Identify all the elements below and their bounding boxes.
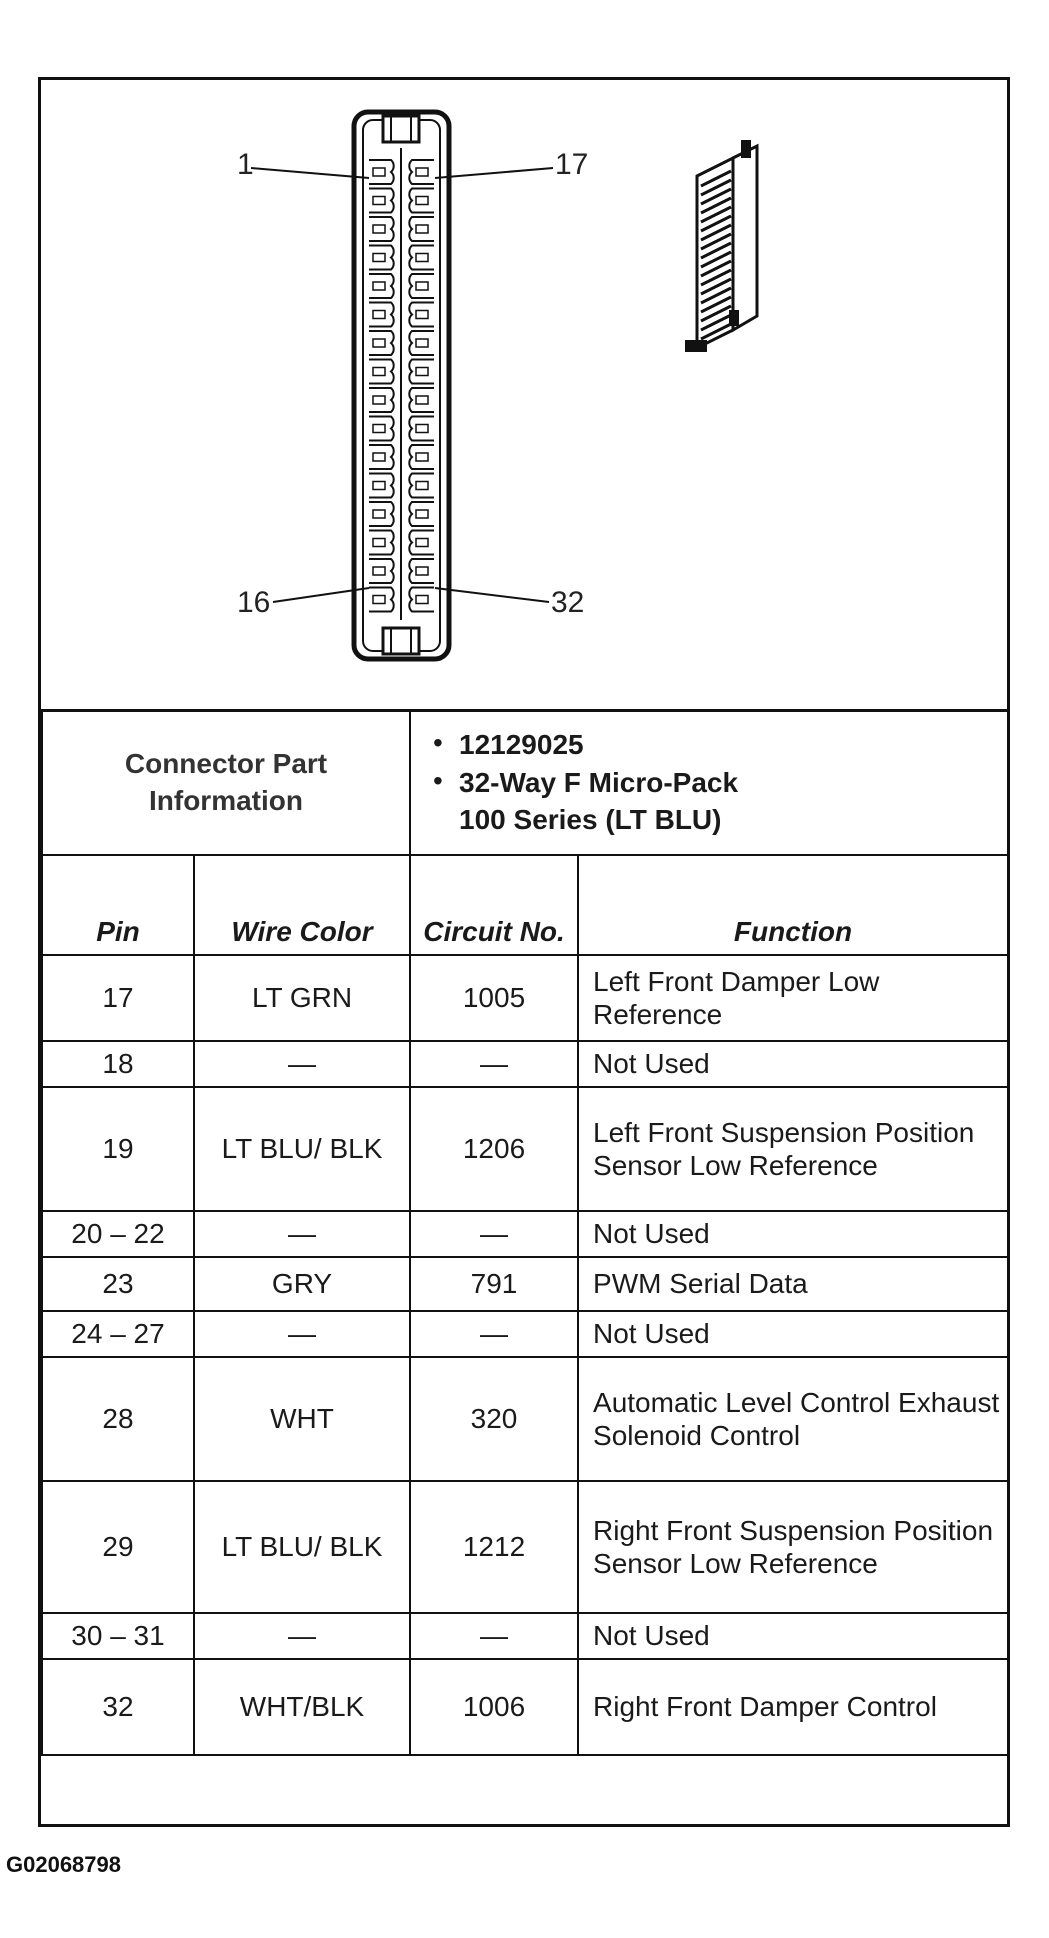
table-header-row: [42, 855, 1008, 955]
connector-drawing: [41, 80, 1007, 712]
part-number: • 12129025: [433, 726, 1001, 764]
circuit-cell: —: [410, 1041, 578, 1087]
connector-figure: [41, 80, 1007, 712]
wire-color-cell: —: [194, 1613, 410, 1659]
function-cell: Not Used: [578, 1311, 1008, 1357]
wire-color-cell: WHT/BLK: [194, 1659, 410, 1755]
wire-color-cell: —: [194, 1041, 410, 1087]
table-row: [42, 1613, 1008, 1659]
pin1-leader: [251, 168, 369, 178]
wire-color-cell: GRY: [194, 1257, 410, 1311]
wire-color-cell: LT BLU/ BLK: [194, 1087, 410, 1211]
pin-16-label: 16: [237, 586, 271, 619]
connector-iso-view-icon: [685, 140, 757, 352]
pin17-leader: [435, 168, 553, 178]
function-cell: Right Front Damper Control: [578, 1659, 1008, 1755]
function-cell: Not Used: [578, 1211, 1008, 1257]
header-wire-color: Wire Color: [194, 855, 410, 955]
function-cell: Left Front Suspension Position Sensor Low Reference: [578, 1087, 1008, 1211]
connector-info-value: [410, 710, 1008, 855]
pinout-table: [41, 709, 1009, 1756]
pin-cell: 32: [42, 1659, 194, 1755]
header-pin: Pin: [42, 855, 194, 955]
wire-color-cell: —: [194, 1311, 410, 1357]
function-cell: Left Front Damper Low Reference: [578, 955, 1008, 1041]
pin-cell: 17: [42, 955, 194, 1041]
connector-description: • 32-Way F Micro-Pack 100 Series (LT BLU): [433, 764, 1001, 840]
circuit-cell: 1206: [410, 1087, 578, 1211]
pin-cell: 24 – 27: [42, 1311, 194, 1357]
function-cell: Not Used: [578, 1041, 1008, 1087]
connector-sheet: [38, 77, 1010, 1827]
pin32-leader: [435, 588, 549, 602]
circuit-cell: —: [410, 1211, 578, 1257]
pin-cell: 28: [42, 1357, 194, 1481]
header-circuit-no: Circuit No.: [410, 855, 578, 955]
function-cell: Not Used: [578, 1613, 1008, 1659]
connector-info-label: Connector Part Information: [42, 710, 410, 855]
circuit-cell: 791: [410, 1257, 578, 1311]
circuit-cell: 1212: [410, 1481, 578, 1613]
pin-cell: 20 – 22: [42, 1211, 194, 1257]
table-row: [42, 1481, 1008, 1613]
pin-32-label: 32: [551, 586, 585, 619]
connector-info-row: [42, 710, 1008, 855]
pin-cell: 19: [42, 1087, 194, 1211]
wire-color-cell: LT BLU/ BLK: [194, 1481, 410, 1613]
circuit-cell: 320: [410, 1357, 578, 1481]
table-row: [42, 1659, 1008, 1755]
figure-id: G02068798: [6, 1852, 121, 1877]
pin-17-label: 17: [555, 148, 589, 181]
wire-color-cell: WHT: [194, 1357, 410, 1481]
circuit-cell: 1006: [410, 1659, 578, 1755]
pin-cell: 29: [42, 1481, 194, 1613]
wire-color-cell: LT GRN: [194, 955, 410, 1041]
table-row: [42, 1211, 1008, 1257]
function-cell: PWM Serial Data: [578, 1257, 1008, 1311]
table-row: [42, 1041, 1008, 1087]
function-cell: Right Front Suspension Position Sensor Low Reference: [578, 1481, 1008, 1613]
header-function: Function: [578, 855, 1008, 955]
table-row: [42, 1311, 1008, 1357]
circuit-cell: —: [410, 1311, 578, 1357]
wire-color-cell: —: [194, 1211, 410, 1257]
function-cell: Automatic Level Control Exhaust Solenoid Control: [578, 1357, 1008, 1481]
table-row: [42, 955, 1008, 1041]
pin-cell: 30 – 31: [42, 1613, 194, 1659]
table-row: [42, 1357, 1008, 1481]
table-row: [42, 1257, 1008, 1311]
pin-1-label: 1: [237, 148, 254, 181]
table-row: [42, 1087, 1008, 1211]
pin-cell: 18: [42, 1041, 194, 1087]
pin-cell: 23: [42, 1257, 194, 1311]
circuit-cell: —: [410, 1613, 578, 1659]
circuit-cell: 1005: [410, 955, 578, 1041]
